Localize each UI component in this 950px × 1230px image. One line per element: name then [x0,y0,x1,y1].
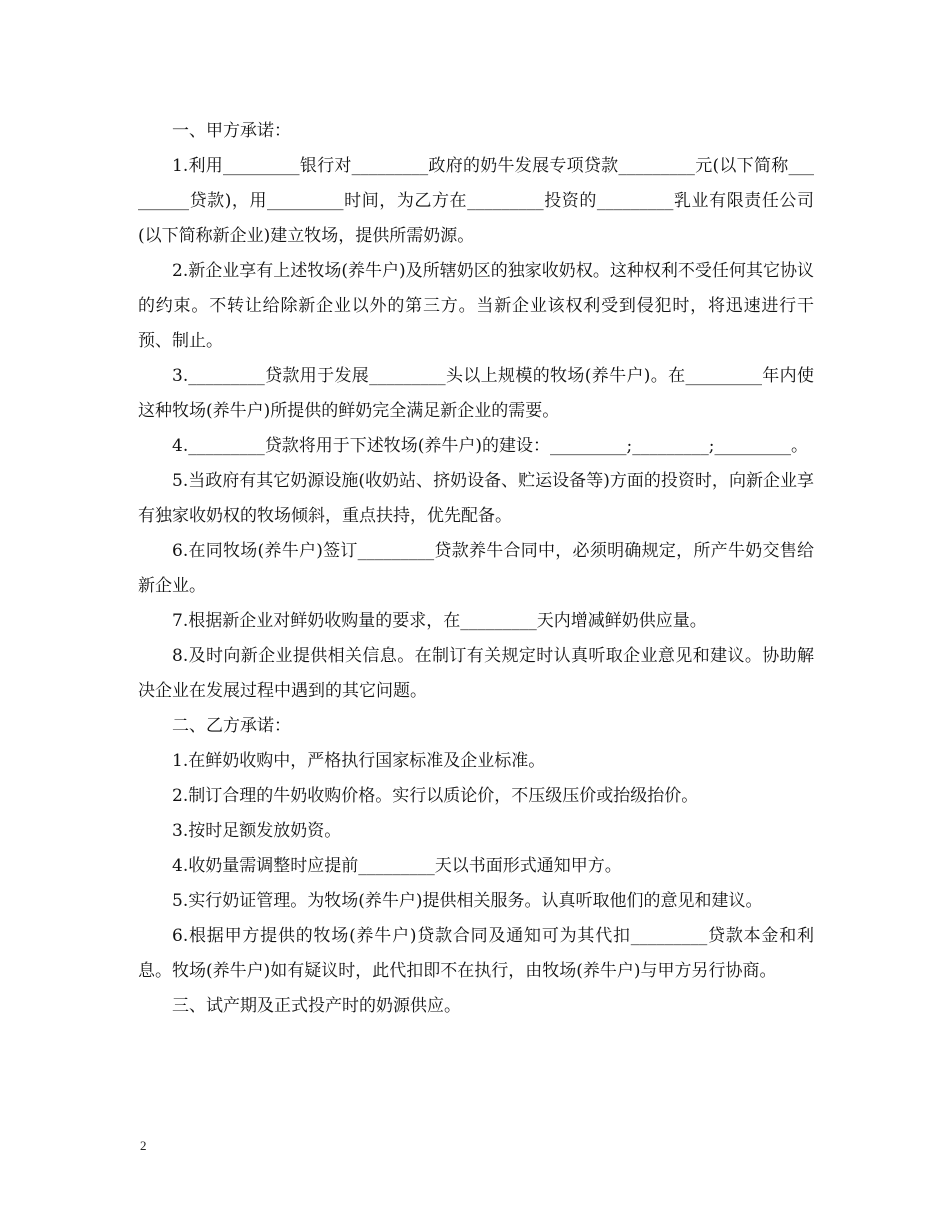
clause-b-2: 2.制订合理的牛奶收购价格。实行以质论价，不压级压价或抬级抬价。 [172,786,699,806]
clause-b-6: 6.根据甲方提供的牧场(养牛户)贷款合同及通知可为其代扣_________贷款本金和利息。牧场(养牛户)如有疑议时，此代扣即不在执行，由牧场(养牛户)与甲方另行协商。 [138,926,814,981]
section-heading-party-a: 一、甲方承诺： [172,121,291,141]
clause-a-5: 5.当政府有其它奶源设施(收奶站、挤奶设备、贮运设备等)方面的投资时，向新企业享有独家收奶权的牧场倾斜，重点扶持，优先配备。 [138,471,814,526]
clause-a-3: 3._________贷款用于发展_________头以上规模的牧场(养牛户)。在_________年内使这种牧场(养牛户)所提供的鲜奶完全满足新企业的需要。 [138,366,814,421]
page-number: 2 [140,1138,147,1153]
clause-a-2: 2.新企业享有上述牧场(养牛户)及所辖奶区的独家收奶权。这种权利不受任何其它协议的约束。不转让给除新企业以外的第三方。当新企业该权利受到侵犯时，将迅速进行干预、制止。 [138,261,814,351]
document-body [138,114,814,1024]
section-heading-supply: 三、试产期及正式投产时的奶源供应。 [172,996,461,1016]
clause-a-4: 4._________贷款将用于下述牧场(养牛户)的建设：_________;_________;_________。 [172,436,808,456]
clause-a-7: 7.根据新企业对鲜奶收购量的要求，在_________天内增减鲜奶供应量。 [172,611,707,631]
clause-a-6: 6.在同牧场(养牛户)签订_________贷款养牛合同中，必须明确规定，所产牛奶交售给新企业。 [138,541,814,596]
clause-b-1: 1.在鲜奶收购中，严格执行国家标准及企业标准。 [172,751,546,771]
section-heading-party-b: 二、乙方承诺： [172,716,291,736]
clause-a-8: 8.及时向新企业提供相关信息。在制订有关规定时认真听取企业意见和建议。协助解决企业在发展过程中遇到的其它问题。 [138,646,814,701]
clause-b-4: 4.收奶量需调整时应提前_________天以书面形式通知甲方。 [172,856,622,876]
clause-b-3: 3.按时足额发放奶资。 [172,821,342,841]
clause-a-1: 1.利用_________银行对_________政府的奶牛发展专项贷款_________元(以下简称_________贷款)，用_________时间，为乙方在_________投资的_________乳业有限责任公司(以下简称新企业)建立牧场，提供所需奶源。 [138,156,814,246]
clause-b-5: 5.实行奶证管理。为牧场(养牛户)提供相关服务。认真听取他们的意见和建议。 [172,891,763,911]
